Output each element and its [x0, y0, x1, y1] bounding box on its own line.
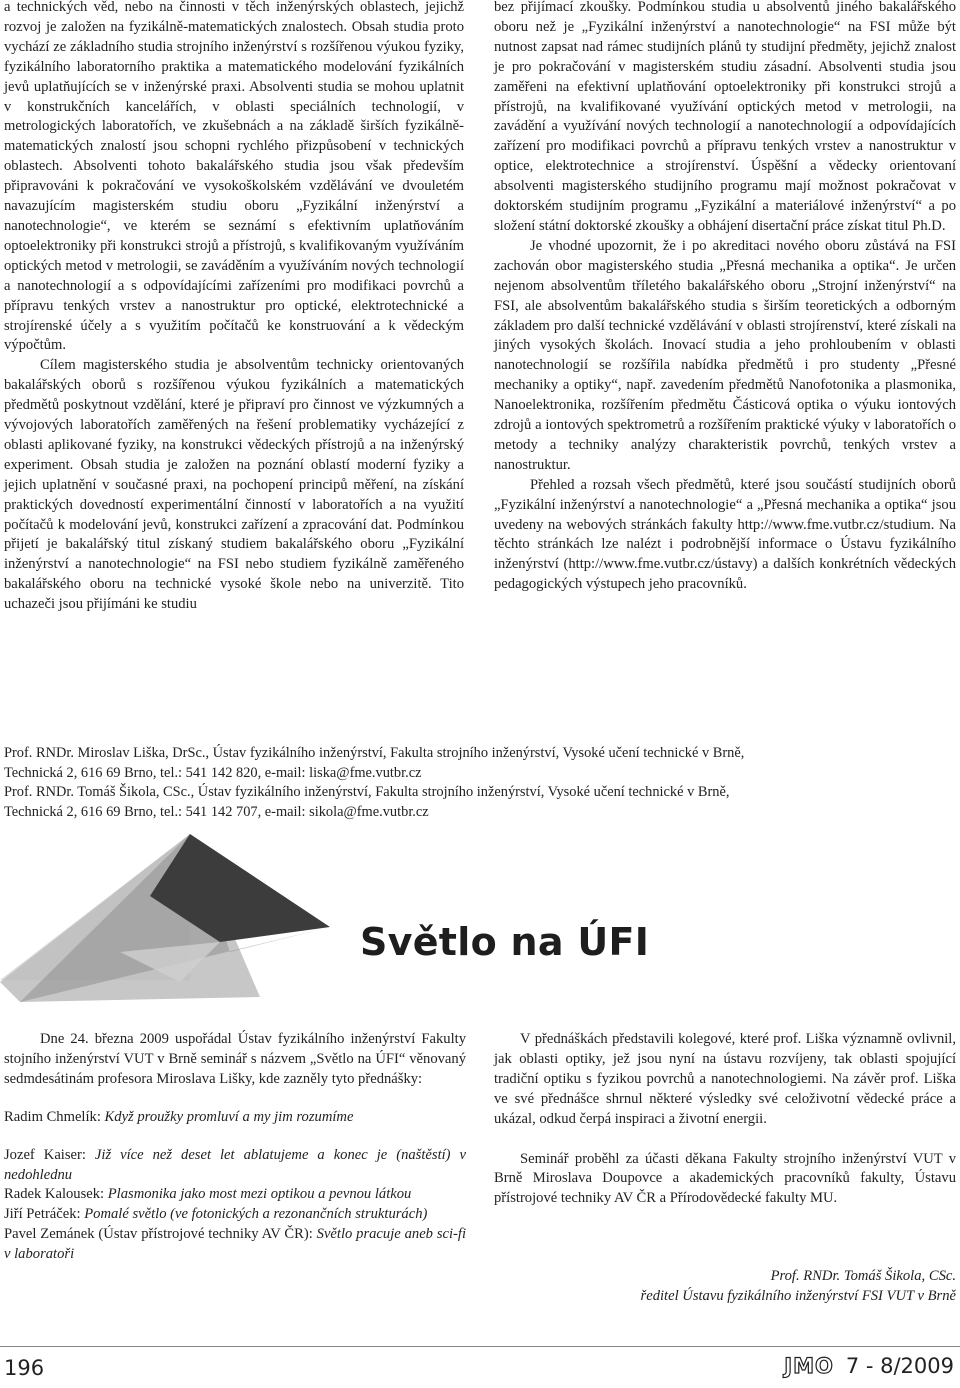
section-title: Světlo na ÚFI — [360, 920, 650, 964]
ufi-triangle-logo — [0, 832, 330, 1007]
article-paragraph: Přehled a rozsah všech předmětů, které jsou součástí studijních oborů „Fyzikální inženýrství a nanotechnologie“ a „Přesná mechanika a optika“ jsou uvedeny na webových stránkách fakulty http://www.fme.vutbr.cz/studium. Na těchto stránkách lze nalézt i podrobnější informace o Ústavu fyzikálního inženýrství (http://www.fme.vutbr.cz/ústavy) a dalších konkrétních vědeckých pedagogických výstupech jeho pracovníků. — [494, 476, 956, 593]
talk-item — [4, 1185, 466, 1205]
talk-title: Plasmonika jako most mezi optikou a pevnou látkou — [107, 1186, 412, 1203]
page-number: 196 — [4, 1356, 45, 1380]
article-paragraph: bez přijímací zkoušky. Podmínkou studia u absolventů jiného bakalářského oboru než je „Fyzikální inženýrství a nanotechnologie“ na FSI může být nutnost zapsat nad rámec studijních plánů ty studijní předměty, jejichž znalost je pro pokračování v magisterském studiu zásadní. Absolventi studia jsou zaměřeni na efektivní uplatňování optoelektroniky při konstrukci strojů a přístrojů, na kvalifikované využívání optických metod v metrologii, na zavádění a využívání nových technologií a nanotechnologií a odpovídajících zařízení pro modifikaci povrchů a přípravu tenkých vrstev a nanostruktur v optice, elektrotechnice a strojírenství. Úspěšní a vědecky orientovaní absolventi magisterského studijního programu mají možnost pokračovat v doktorském studijním programu „Fyzikální a materiálové inženýrství“ a po složení státní doktorské zkoušky a obhájení disertační práce získat titul Ph.D. — [494, 0, 956, 234]
talk-speaker: Radim Chmelík: — [4, 1108, 105, 1125]
article-paragraph: Je vhodné upozornit, že i po akreditaci nového oboru zůstává na FSI zachován obor magisterského studia „Přesná mechanika a optika“. Je určen nejenom absolventům tříletého bakalářského oboru „Strojní inženýrství“ na FSI, ale absolventům bakalářského studia s širším teoretických a odborným základem pro další technické vzdělávání v oblasti strojírenství, které získali na jiných vysokých školách. Inovací studia a jeho prohloubením v oblasti nanotechnologií se rozšířila nabídka předmětů i pro studenty „Přesné mechaniky a optiky“, např. zavedením předmětů Nanofotonika a plasmonika, Nanoelektronika, rozšířením předmětu Částicová optika o výuku iontových zdrojů a iontových spektrometrů a rozšířením praktické výuky v laboratořích o metody a techniky analýzy charakteristik povrchů, tenkých vrstev a nanostruktur. — [494, 237, 956, 473]
article-left-column — [4, 0, 464, 615]
talk-title: Již více než deset let ablatujeme a konec je (naštěstí) v nedohlednu — [4, 1146, 467, 1183]
article-paragraph: Cílem magisterského studia je absolventům technicky orientovaných bakalářských oborů s rozšířenou výukou fyzikálních a matematických předmětů poskytnout vzdělání, které je připraví pro činnost ve výzkumných a vývojových laboratořích zaměřených na řešení problematiky vycházející z oblasti aplikované fyziky, na konstrukci vědeckých přístrojů a na inženýrský experiment. Obsah studia je založen na poznání oblastí moderní fyziky a jejich uplatnění v současné praxi, na pochopení principů měření, na získání praktických dovedností experimentální činností v laboratořích a na využití počítačů k modelování jevů, konstrukci zařízení a zpracování dat. Podmínkou přijetí je bakalářský titul získaný studiem bakalářského oboru „Fyzikální inženýrství a nanotechnologie“ na FSI nebo studiem fyzikálně zaměřeného bakalářského oboru na technické vysoké škole nebo na univerzitě. Tito uchazeči jsou přijímáni ke studiu — [4, 357, 464, 613]
seminar-paragraph: V přednáškách představili kolegové, které prof. Liška významně ovlivnil, jak oblasti optiky, jež jsou nyní na ústavu rozvíjeny, tak oblasti spojující tradiční optiku s fyzikou povrchů a nanotechnologiemi. Na závěr prof. Liška ve své přednášce shrnul některé výsledky své celoživotní vědecké práce a ukázal, odkud čerpá inspiraci a životní energii. — [494, 1031, 956, 1127]
talk-title: Když proužky promluví a my jim rozumíme — [104, 1108, 354, 1125]
talk-speaker: Jiří Petráček: — [4, 1206, 85, 1223]
talk-title: Světlo pracuje aneb sci-fi v laboratoři — [4, 1226, 467, 1263]
talk-speaker: Jozef Kaiser: — [4, 1146, 95, 1163]
talk-item — [4, 1205, 466, 1225]
footer-divider — [0, 1346, 960, 1347]
contact-line: Prof. RNDr. Tomáš Šikola, CSc., Ústav fyzikálního inženýrství, Fakulta strojního inženýrství, Vysoké učení technické v Brně, — [4, 784, 730, 801]
contact-line: Technická 2, 616 69 Brno, tel.: 541 142 707, e-mail: sikola@fme.vutbr.cz — [4, 804, 429, 821]
contact-line: Prof. RNDr. Miroslav Liška, DrSc., Ústav fyzikálního inženýrství, Fakulta strojního inženýrství, Vysoké učení technické v Brně, — [4, 745, 745, 761]
seminar-intro: Dne 24. března 2009 uspořádal Ústav fyzikálního inženýrství Fakulty stojního inženýrství VUT v Brně seminář s názvem „Světlo na ÚFI“ věnovaný sedmdesátinám profesora Miroslava Lišky, kde zazněly tyto přednášky: — [4, 1031, 466, 1087]
journal-logo: JMO — [784, 1354, 834, 1378]
issue-number: 7 - 8/2009 — [845, 1354, 954, 1378]
talk-item — [4, 1146, 466, 1186]
article-paragraph: a technických věd, nebo na činnosti v těch inženýrských oblastech, jejichž rozvoj je založen na fyzikálně-matematických znalostech. Obsah studia proto vychází ze základního studia strojního inženýrství s rozšířenou výukou fyziky, fyzikálního laboratorního praktika a matematického modelování fyzikálních jevů uplatňujících se v inženýrské praxi. Absolventi studia se mohou uplatnit v konstrukčních kancelářích, v oblasti speciálních technologií, v metrologických laboratořích, ve zkušebnách a na základě širších fyzikálně-matematických znalostí jsou schopni rychlého přizpůsobení v technických oblastech. Absolventi tohoto bakalářského studia jsou však především připravováni k pokračování ve vysokoškolském vzdělávání ve dvouletém navazujícím magisterském studiu oboru „Fyzikální inženýrství a nanotechnologie“, ve kterém se seznámí s efektivním uplatňováním optoelektroniky při konstrukci strojů a přístrojů, s kvalifikovaným využíváním optických metod v metrologii, se zaváděním a využíváním nových technologií a nanotechnologií a s odpovídajícími zařízeními pro modifikaci povrchů a přípravu tenkých vrstev a nanostruktur pro optické, elektrotechnické a strojírenské účely a s využitím počítačů ke konstruování a k vědeckým výpočtům. — [4, 0, 464, 354]
signature-name: Prof. RNDr. Tomáš Šikola, CSc. — [770, 1268, 956, 1285]
talk-title: Pomalé světlo (ve fotonických a rezonančních strukturách) — [84, 1206, 428, 1223]
seminar-left-column — [4, 1030, 466, 1265]
author-contacts — [4, 744, 954, 823]
seminar-right-column — [494, 1030, 956, 1307]
talk-speaker: Pavel Zemánek (Ústav přístrojové techniky AV ČR): — [4, 1226, 317, 1243]
talk-speaker: Radek Kalousek: — [4, 1186, 108, 1203]
talk-item — [4, 1108, 466, 1128]
journal-issue — [784, 1354, 954, 1378]
contact-line: Technická 2, 616 69 Brno, tel.: 541 142 820, e-mail: liska@fme.vutbr.cz — [4, 764, 422, 781]
talk-item — [4, 1225, 466, 1265]
signature-role: ředitel Ústavu fyzikálního inženýrství FSI VUT v Brně — [640, 1288, 956, 1305]
article-right-column — [494, 0, 956, 595]
seminar-paragraph: Seminář proběhl za účasti děkana Fakulty strojního inženýrství VUT v Brně Miroslava Doupovce a akademických pracovníků fakulty, Ústavu přístrojové techniky AV ČR a Přírodovědecké fakulty MU. — [494, 1150, 956, 1207]
